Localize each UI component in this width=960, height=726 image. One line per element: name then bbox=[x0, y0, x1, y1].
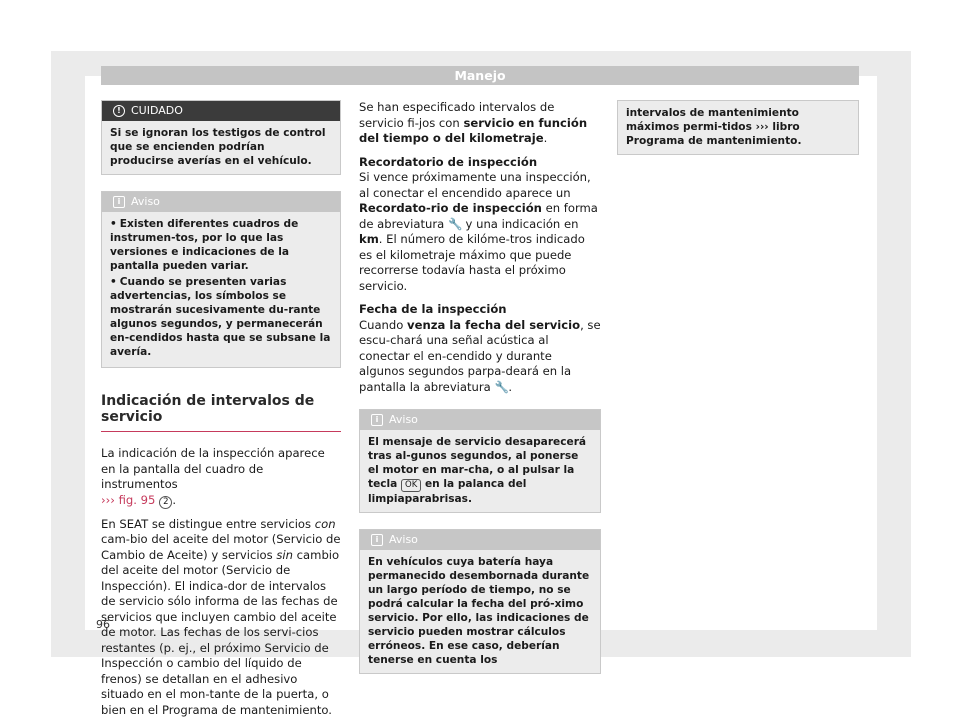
subheading: Recordatorio de inspección bbox=[359, 154, 538, 169]
info-icon: i bbox=[371, 534, 383, 546]
bold-text: Recordato-rio de inspección bbox=[359, 201, 542, 215]
cuidado-label: CUIDADO bbox=[131, 104, 183, 117]
aviso-box-2 bbox=[359, 409, 601, 513]
info-icon: i bbox=[371, 414, 383, 426]
aviso-bullet-text: Cuando se presenten varias advertencias, los símbolos se mostrarán sucesivamente du-rante algunos segundos, y permanecerán en-cendidos hasta que se subsane la avería. bbox=[110, 276, 331, 358]
text: y una indicación en bbox=[461, 216, 579, 231]
paragraph bbox=[101, 446, 341, 509]
chapter-header: Manejo bbox=[101, 66, 859, 85]
text: . bbox=[172, 492, 177, 507]
column-middle bbox=[359, 100, 601, 690]
aviso-body: En vehículos cuya batería haya permanecido desembornada durante un largo período de tiempo, no se podrá calcular la fecha del pró-ximo servicio. Por ello, las indicaciones de servicio pueden mostrar cálculos erróneos. En ese caso, deberían tenerse en cuenta los bbox=[360, 550, 600, 673]
aviso-header bbox=[360, 530, 600, 550]
text: Cuando bbox=[359, 317, 408, 332]
aviso-label: Aviso bbox=[131, 195, 160, 208]
warning-circle-icon: ! bbox=[113, 105, 125, 117]
wrench-icon: 🔧 bbox=[447, 216, 462, 231]
text: , se escu-chará una señal acústica al conectar el en-cendido y durante algunos segundos parpa-deará en la pantalla la abreviatura bbox=[359, 317, 601, 394]
paragraph bbox=[101, 517, 341, 719]
manual-link[interactable]: ››› libro Programa de mantenimiento bbox=[626, 121, 800, 147]
text: En SEAT se distingue entre servicios bbox=[101, 516, 315, 531]
info-icon: i bbox=[113, 196, 125, 208]
text: . El número de kilóme-tros indicado es el kilometraje máximo que puede recorrerse todavía hasta el próximo servicio. bbox=[359, 232, 585, 293]
paragraph bbox=[359, 170, 601, 294]
text: . bbox=[508, 379, 513, 394]
subheading: Fecha de la inspección bbox=[359, 302, 507, 316]
text: Se han especificado intervalos de servicio fi-jos con bbox=[359, 100, 555, 130]
aviso-header bbox=[360, 410, 600, 430]
page-number: 96 bbox=[96, 618, 110, 631]
cuidado-header bbox=[102, 101, 340, 121]
emphasis: con bbox=[314, 516, 336, 531]
text: en la palanca del limpiaparabrisas. bbox=[368, 478, 527, 505]
figure-link[interactable]: ››› fig. 95 bbox=[101, 492, 156, 507]
bullet-icon: • bbox=[110, 218, 117, 230]
text: intervalos de mantenimiento máximos permi-tidos bbox=[626, 107, 799, 133]
aviso-bullet bbox=[110, 217, 332, 273]
paragraph bbox=[359, 318, 601, 396]
bold-text: venza la fecha del servicio bbox=[407, 317, 581, 332]
aviso-continuation-box bbox=[617, 100, 859, 155]
aviso-header bbox=[102, 192, 340, 212]
wrench-icon: 🔧 bbox=[494, 379, 509, 394]
cuidado-box bbox=[101, 100, 341, 175]
aviso-body bbox=[102, 212, 340, 367]
paragraph bbox=[359, 100, 601, 147]
aviso-bullet-text: Existen diferentes cuadros de instrumen-tos, por lo que las versiones e indicaciones de la pantalla pueden variar. bbox=[110, 218, 299, 272]
text: . bbox=[543, 131, 548, 145]
aviso-box-3 bbox=[359, 529, 601, 674]
aviso-label: Aviso bbox=[389, 413, 418, 426]
emphasis: sin bbox=[276, 547, 293, 562]
aviso-box-1 bbox=[101, 191, 341, 368]
text: en forma de abreviatura bbox=[359, 201, 598, 231]
text: Si vence próximamente una inspección, al conectar el encendido aparece un bbox=[359, 170, 591, 200]
km-unit: km bbox=[359, 232, 379, 246]
callout-number-badge: 2 bbox=[159, 496, 172, 509]
column-left bbox=[101, 100, 341, 726]
text: El mensaje de servicio desaparecerá tras al-gunos segundos, al ponerse el motor en mar-cha, o al pulsar la tecla bbox=[368, 436, 587, 490]
aviso-bullet bbox=[110, 275, 332, 359]
text: La indicación de la inspección aparece en la pantalla del cuadro de instrumentos bbox=[101, 446, 325, 491]
bold-text: servicio en función del tiempo o del kilometraje bbox=[359, 115, 588, 145]
aviso-body bbox=[360, 430, 600, 512]
aviso-continuation bbox=[618, 101, 858, 154]
section-title: Indicación de intervalos de servicio bbox=[101, 384, 341, 432]
column-right bbox=[617, 100, 859, 171]
bullet-icon: • bbox=[110, 276, 117, 288]
text: . bbox=[797, 135, 802, 147]
ok-key-icon: OK bbox=[401, 479, 421, 492]
cuidado-text: Si se ignoran los testigos de control que se encienden podrían producirse averías en el vehículo. bbox=[102, 121, 340, 174]
text: cam-bio del aceite del motor (Servicio de Cambio de Aceite) y servicios bbox=[101, 532, 341, 562]
aviso-label: Aviso bbox=[389, 533, 418, 546]
text: cambio del aceite del motor (Servicio de Inspección). El indica-dor de intervalos de servicio sólo informa de las fechas de servicios que incluyen cambio del aceite de motor. Las fechas de los servi-cios restantes (p. ej., el próximo Servicio de Inspección o cambio del líquido de frenos) se detallan en el adhesivo situado en el mon-tante de la puerta, o bien en el Programa de mantenimiento. bbox=[101, 547, 340, 717]
